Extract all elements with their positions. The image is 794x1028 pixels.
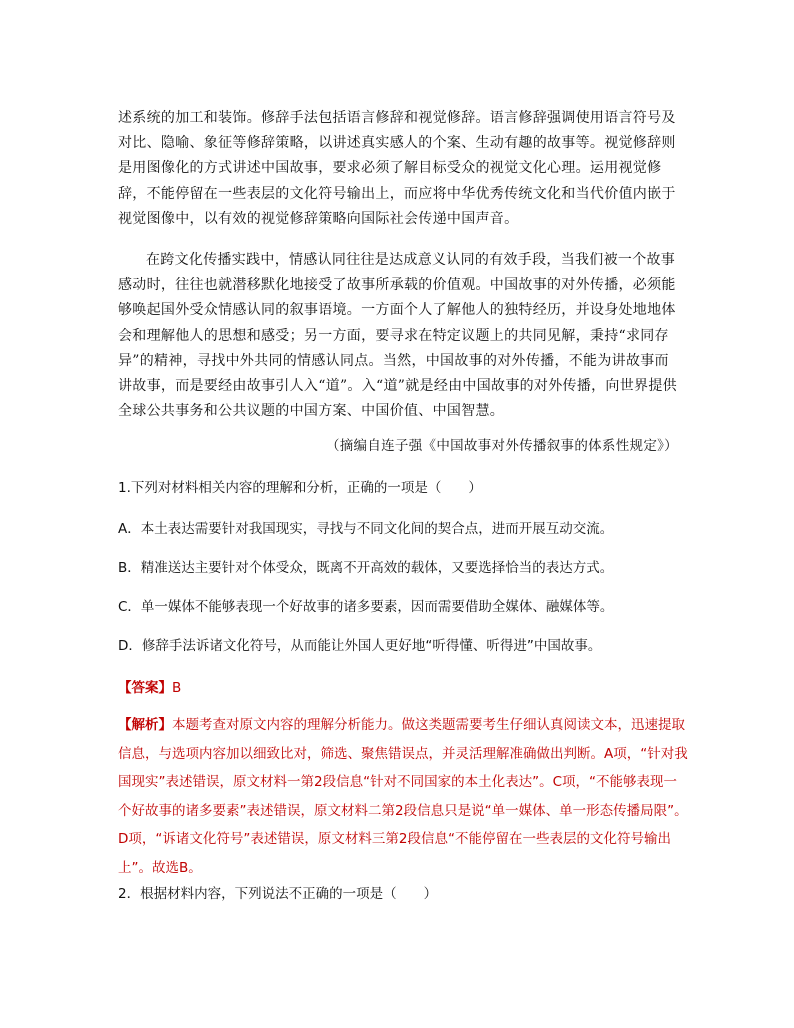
answer-value: B (172, 680, 182, 696)
question-1-option-d: D．修辞手法诉诸文化符号，从而能让外国人更好地“听得懂、听得进”中国故事。 (118, 638, 602, 654)
passage-paragraph-2: 在跨文化传播实践中，情感认同往往是达成意义认同的有效手段，当我们被一个故事感动时，往往也就潜移默化地接受了故事所承载的价值观。中国故事的对外传播，必须能够唤起国外受众情感认同的叙事语境。一方面个人了解他人的独特经历，并设身处地地体会和理解他人的思想和感受；另一方面，要寻求在特定议题上的共同见解，秉持“求同存异”的精神，寻找中外共同的情感认同点。当然，中国故事的对外传播，不能为讲故事而讲故事，而是要经由故事引人入“道”。入“道”就是经由中国故事的对外传播，向世界提供全球公共事务和公共议题的中国方案、中国价值、中国智慧。 (118, 252, 677, 420)
question-1-option-c: C．单一媒体不能够表现一个好故事的诸多要素，因而需要借助全媒体、融媒体等。 (118, 599, 614, 615)
answer-label: 【答案】 (118, 680, 172, 696)
passage-source: （摘编自连子强《中国故事对外传播叙事的体系性规定》） (325, 438, 678, 454)
question-1-option-b: B．精准送达主要针对个体受众，既离不开高效的载体，又要选择恰当的表达方式。 (118, 560, 614, 576)
question-1-option-a: A．本土表达需要针对我国现实，寻找与不同文化间的契合点，进而开展互动交流。 (118, 521, 614, 537)
answer-line (118, 676, 181, 696)
analysis-block (118, 711, 688, 882)
passage-paragraph-1: 述系统的加工和装饰。修辞手法包括语言修辞和视觉修辞。语言修辞强调使用语言符号及对比、隐喻、象征等修辞策略，以讲述真实感人的个案、生动有趣的故事等。视觉修辞则是用图像化的方式讲述中国故事，要求必须了解目标受众的视觉文化心理。运用视觉修辞，不能停留在一些表层的文化符号输出上，而应将中华优秀传统文化和当代价值内嵌于视觉图像中，以有效的视觉修辞策略向国际社会传递中国声音。 (118, 110, 676, 227)
question-2-stem: 2．根据材料内容，下列说法不正确的一项是（ ） (118, 886, 438, 902)
question-1-stem: 1.下列对材料相关内容的理解和分析，正确的一项是（ ） (118, 480, 482, 496)
analysis-label: 【解析】 (118, 717, 172, 733)
analysis-text: 本题考查对原文内容的理解分析能力。做这类题需要考生仔细认真阅读文本，迅速提取信息，与选项内容加以细致比对，筛选、聚焦错误点，并灵活理解准确做出判断。A项，“针对我国现实”表述错误，原文材料一第2段信息“针对不同国家的本土化表达”。C项，“不能够表现一个好故事的诸多要素”表述错误，原文材料二第2段信息只是说“单一媒体、单一形态传播局限”。 D项，“诉诸文化符号”表述错误，原文材料三第2段信息“不能停留在一些表层的文化符号输出上”。故选B。 (118, 717, 688, 876)
